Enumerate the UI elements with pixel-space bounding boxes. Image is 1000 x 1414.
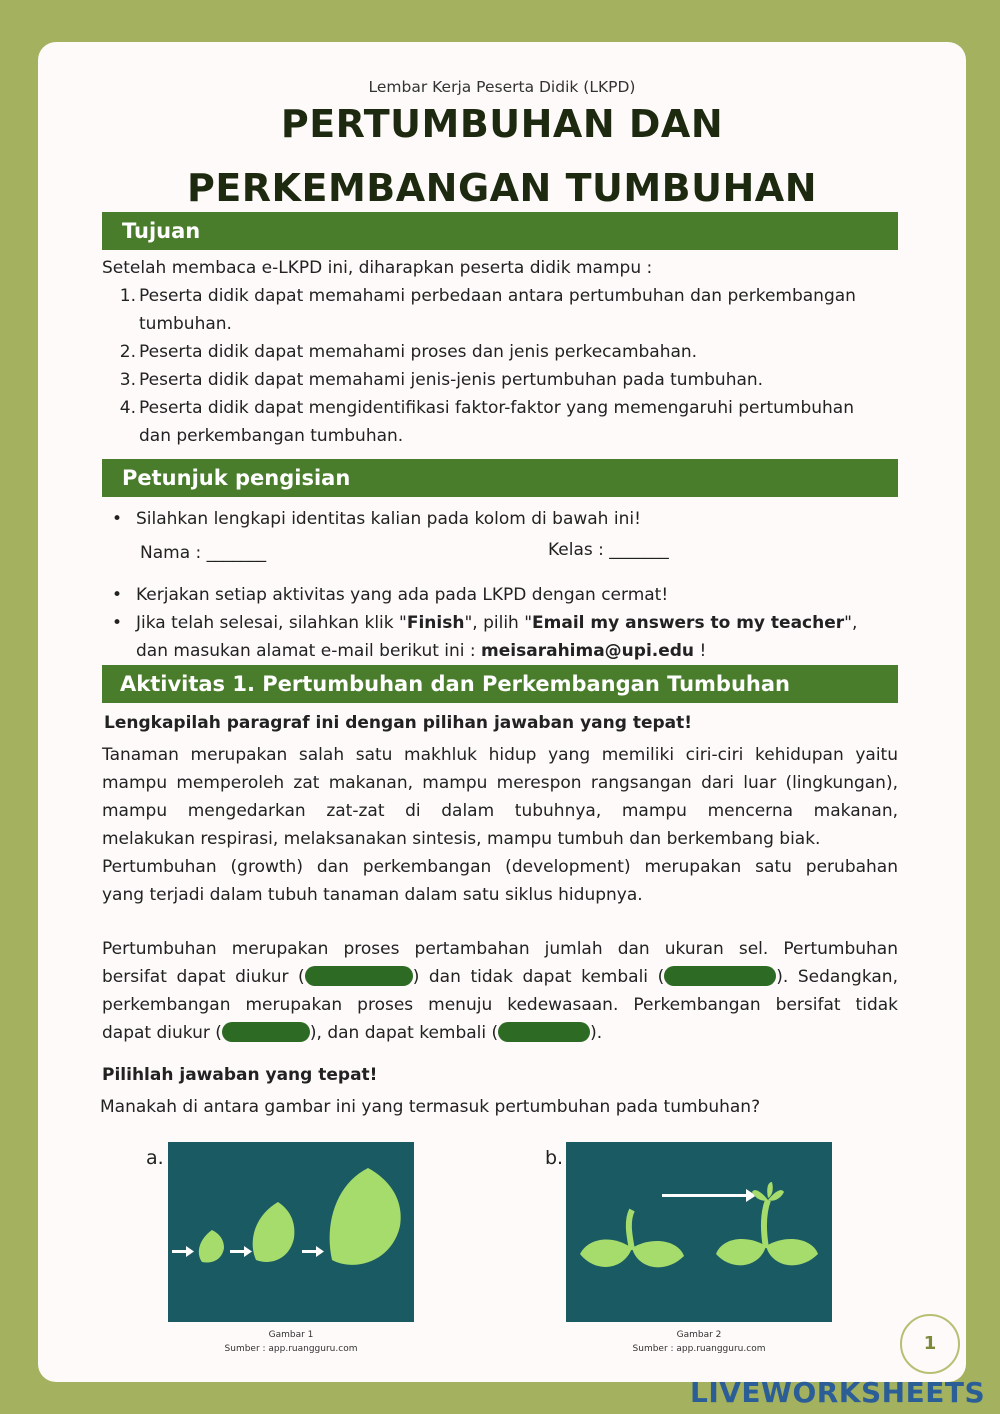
paragraph-line: perkembangan merupakan proses menuju kedewasaan. Perkembangan bersifat tidak bbox=[102, 995, 898, 1015]
paragraph-line: melakukan respirasi, melaksanakan sintesis, mampu tumbuh dan berkembang biak. bbox=[102, 829, 821, 849]
worksheet-page bbox=[38, 42, 966, 1382]
leaf-icon bbox=[580, 1239, 632, 1267]
caption-1: Gambar 1 Sumber : app.ruangguru.com bbox=[224, 1330, 358, 1354]
paragraph-line: Pertumbuhan (growth) dan perkembangan (development) merupakan satu perubahan bbox=[102, 857, 898, 877]
leaf-icon bbox=[632, 1241, 684, 1267]
list-number: 4. bbox=[119, 398, 136, 418]
nama-field[interactable]: Nama : _______ bbox=[140, 543, 267, 563]
arrow-icon bbox=[662, 1194, 746, 1197]
list-item: Peserta didik dapat memahami proses dan jenis perkecambahan. bbox=[139, 342, 698, 362]
answer-blank-4[interactable] bbox=[498, 1022, 590, 1042]
petunjuk-bullet-1: Silahkan lengkapi identitas kalian pada kolom di bawah ini! bbox=[136, 509, 641, 529]
kelas-field[interactable]: Kelas : _______ bbox=[548, 540, 669, 560]
bullet-icon: • bbox=[112, 509, 123, 529]
tujuan-heading: Tujuan bbox=[102, 212, 898, 250]
list-item-cont: tumbuhan. bbox=[139, 314, 232, 334]
page-number: 1 bbox=[900, 1314, 960, 1374]
paragraph-line: Pertumbuhan merupakan proses pertambahan jumlah dan ukuran sel. Pertumbuhan bbox=[102, 939, 898, 959]
paragraph-1 bbox=[102, 741, 898, 909]
list-item-cont: dan perkembangan tumbuhan. bbox=[139, 426, 404, 446]
list-item: Peserta didik dapat memahami jenis-jenis pertumbuhan pada tumbuhan. bbox=[139, 370, 764, 390]
tujuan-intro: Setelah membaca e-LKPD ini, diharapkan peserta didik mampu : bbox=[102, 258, 653, 278]
answer-blank-1[interactable] bbox=[305, 966, 413, 986]
answer-blank-3[interactable] bbox=[222, 1022, 310, 1042]
leaf-icon bbox=[716, 1239, 766, 1265]
arrow-icon bbox=[302, 1250, 316, 1253]
aktivitas1-heading: Aktivitas 1. Pertumbuhan dan Perkembangan Tumbuhan bbox=[102, 665, 898, 703]
leaf-icon bbox=[766, 1239, 818, 1265]
option-b-label[interactable]: b. bbox=[545, 1147, 564, 1169]
list-number: 1. bbox=[119, 286, 136, 306]
paragraph-line-with-blanks: bersifat dapat diukur ( ) dan tidak dapat kembali ( ). Sedangkan, bbox=[102, 967, 898, 987]
petunjuk-bullet-3-cont: dan masukan alamat e-mail berikut ini : meisarahima@upi.edu ! bbox=[136, 641, 707, 661]
question-text: Manakah di antara gambar ini yang termasuk pertumbuhan pada tumbuhan? bbox=[100, 1097, 761, 1117]
seedling-development-illustration bbox=[566, 1142, 832, 1322]
bullet-icon: • bbox=[112, 585, 123, 605]
liveworksheets-logo[interactable]: LIVEWORKSHEETS bbox=[690, 1376, 986, 1409]
leaf-large-icon bbox=[330, 1168, 401, 1265]
list-item: Peserta didik dapat mengidentifikasi faktor-faktor yang memengaruhi pertumbuhan bbox=[139, 398, 854, 418]
petunjuk-bullet-3: Jika telah selesai, silahkan klik "Finish", pilih "Email my answers to my teacher", bbox=[136, 613, 858, 633]
list-number: 3. bbox=[119, 370, 136, 390]
leaf-medium-icon bbox=[253, 1202, 295, 1262]
paragraph-line: Tanaman merupakan salah satu makhluk hidup yang memiliki ciri-ciri kehidupan yaitu bbox=[102, 745, 898, 765]
petunjuk-heading: Petunjuk pengisian bbox=[102, 459, 898, 497]
title-line-1: PERTUMBUHAN DAN bbox=[280, 102, 724, 146]
paragraph-2 bbox=[102, 935, 898, 1047]
paragraph-line: yang terjadi dalam tubuh tanaman dalam satu siklus hidupnya. bbox=[102, 885, 643, 905]
arrow-icon bbox=[230, 1250, 244, 1253]
list-item: Peserta didik dapat memahami perbedaan antara pertumbuhan dan perkembangan bbox=[139, 286, 856, 306]
teacher-email: meisarahima@upi.edu bbox=[481, 641, 695, 661]
option-b-image[interactable] bbox=[566, 1142, 832, 1322]
title-line-2: PERKEMBANGAN TUMBUHAN bbox=[186, 166, 818, 210]
caption-2: Gambar 2 Sumber : app.ruangguru.com bbox=[632, 1330, 766, 1354]
paragraph-line-with-blanks: dapat diukur ( ), dan dapat kembali ( ). bbox=[102, 1023, 603, 1043]
paragraph-line: mampu memperoleh zat makanan, mampu merespon rangsangan dari luar (lingkungan), bbox=[102, 773, 898, 793]
petunjuk-bullet-2: Kerjakan setiap aktivitas yang ada pada LKPD dengan cermat! bbox=[136, 585, 669, 605]
leaf-small-icon bbox=[199, 1230, 224, 1262]
list-number: 2. bbox=[119, 342, 136, 362]
answer-blank-2[interactable] bbox=[664, 966, 776, 986]
arrow-icon bbox=[172, 1250, 186, 1253]
aktivitas1-instruction: Lengkapilah paragraf ini dengan pilihan jawaban yang tepat! bbox=[104, 713, 693, 733]
option-a-image[interactable] bbox=[168, 1142, 414, 1322]
question-heading: Pilihlah jawaban yang tepat! bbox=[102, 1065, 378, 1085]
option-a-label[interactable]: a. bbox=[146, 1147, 164, 1169]
bullet-icon: • bbox=[112, 613, 123, 633]
leaf-growth-illustration bbox=[168, 1142, 414, 1322]
subtitle: Lembar Kerja Peserta Didik (LKPD) bbox=[368, 78, 636, 96]
paragraph-line: mampu mengedarkan zat-zat di dalam tubuhnya, mampu mencerna makanan, bbox=[102, 801, 898, 821]
